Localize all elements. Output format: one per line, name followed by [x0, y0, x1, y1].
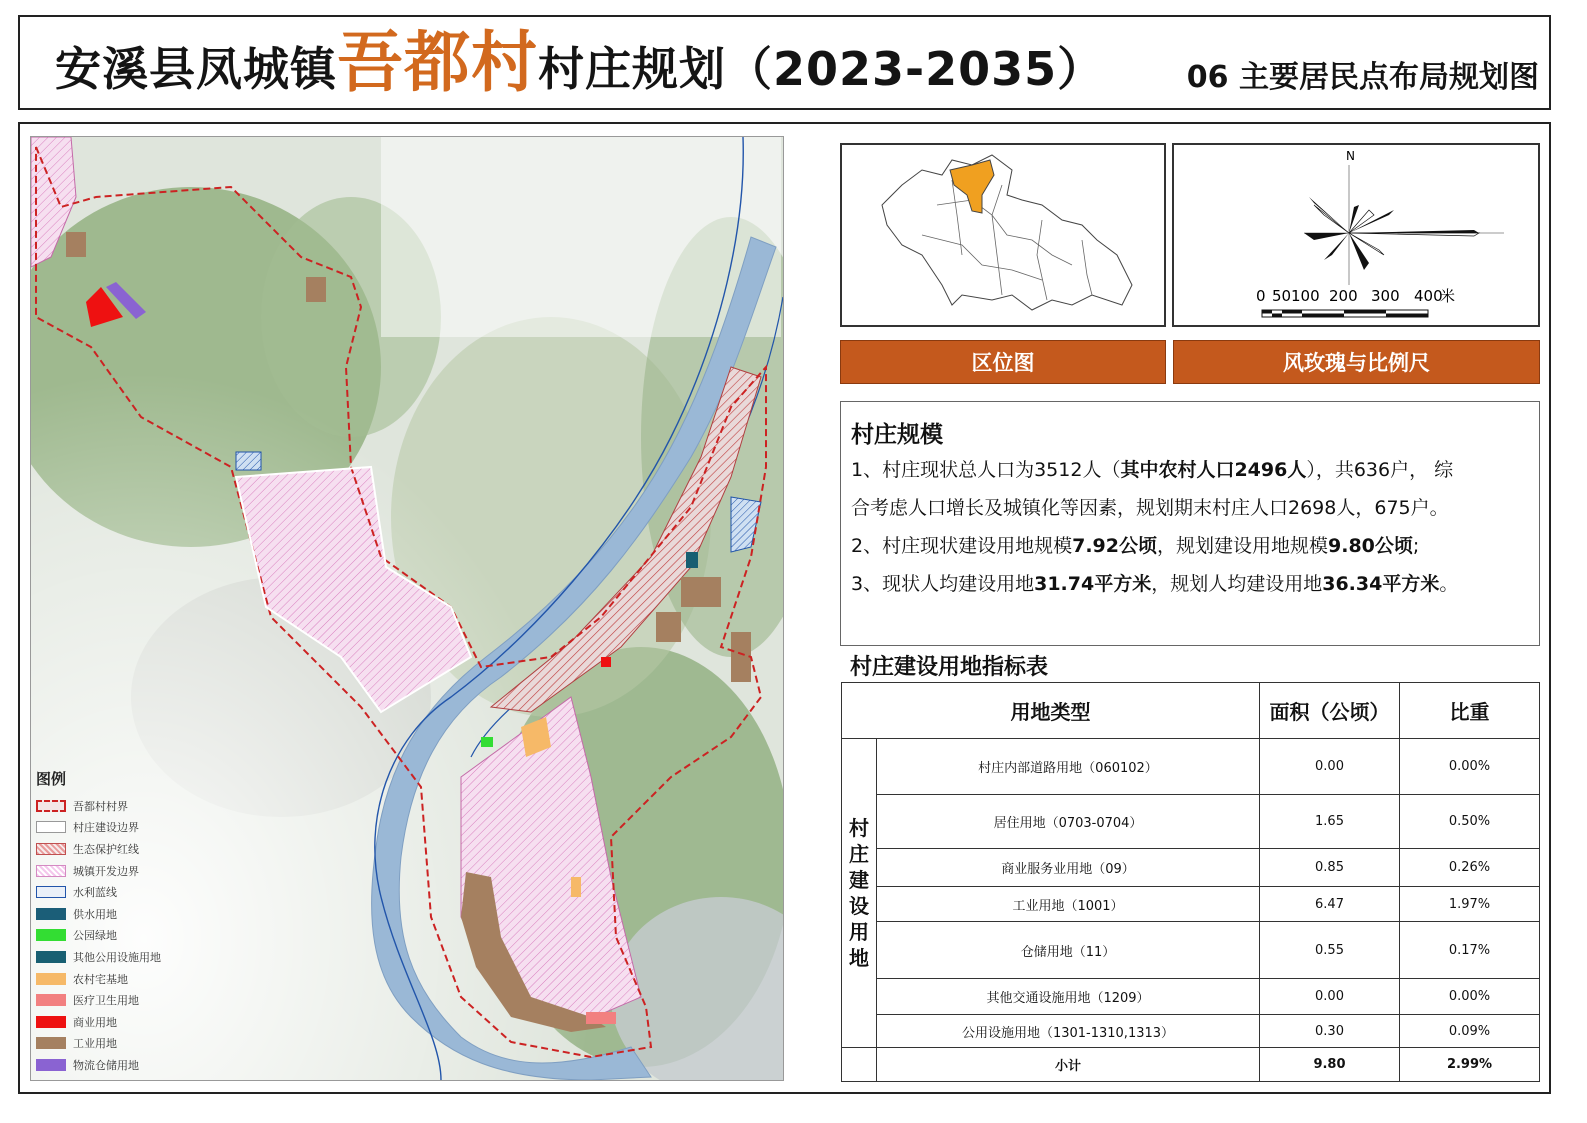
title-village-name: 吾都村 [337, 24, 538, 101]
legend-item [36, 968, 206, 990]
cell-type: 居住用地（0703-0704） [877, 795, 1260, 849]
cell-area: 0.55 [1260, 922, 1400, 979]
legend-label: 公园绿地 [73, 929, 117, 943]
industrial-land [681, 577, 721, 607]
village-scale-title: 村庄规模 [851, 422, 943, 448]
legend-label: 物流仓储用地 [73, 1058, 139, 1072]
legend-swatch [36, 973, 66, 985]
header-land-type: 用地类型 [842, 683, 1260, 739]
wind-rose-petals [1304, 197, 1479, 270]
cell-area: 1.65 [1260, 795, 1400, 849]
legend-label: 农村宅基地 [73, 972, 128, 986]
legend-swatch [36, 908, 66, 920]
commercial-land [601, 657, 611, 667]
residential-land [571, 877, 581, 897]
text-segment: ），共636户， 综 [1306, 459, 1454, 481]
cell-ratio: 0.00% [1400, 739, 1540, 795]
scale-tick-label: 200 [1329, 287, 1358, 305]
location-map-canvas [842, 145, 1164, 325]
legend-label: 供水用地 [73, 907, 117, 921]
scale-line-4 [851, 572, 1458, 596]
north-label: N [1346, 149, 1355, 163]
map-title [55, 24, 1105, 101]
group-label-char: 庄 [849, 842, 869, 866]
header-area: 面积（公顷） [1260, 683, 1400, 739]
cell-total-ratio: 2.99% [1400, 1048, 1540, 1082]
group-label-char: 用 [849, 920, 869, 944]
land-use-index-table [841, 682, 1540, 1082]
group-label-cell [842, 739, 877, 1048]
text-segment: 。 [1439, 573, 1459, 595]
legend-swatch [36, 951, 66, 963]
cell-ratio: 0.17% [1400, 922, 1540, 979]
legend-label: 生态保护红线 [73, 842, 139, 856]
scale-line-1 [851, 458, 1453, 482]
cell-type: 工业用地（1001） [877, 887, 1260, 922]
group-label [842, 815, 876, 971]
village-scale-panel [840, 401, 1540, 646]
legend-swatch [36, 800, 66, 812]
text-segment: 3、现状人均建设用地 [851, 573, 1035, 595]
location-map [840, 143, 1166, 327]
legend-label: 医疗卫生用地 [73, 994, 139, 1008]
cell-total-area: 9.80 [1260, 1048, 1400, 1082]
title-prefix: 安溪县凤城镇 [55, 42, 337, 96]
legend-item [36, 795, 206, 817]
legend-swatch [36, 929, 66, 941]
text-segment-bold: 7.92公顷 [1072, 535, 1157, 557]
legend-label: 商业用地 [73, 1015, 117, 1029]
table-row [842, 1015, 1540, 1048]
text-segment: ，规划建设用地规模 [1156, 535, 1328, 557]
table-row [842, 795, 1540, 849]
cell-ratio: 0.09% [1400, 1015, 1540, 1048]
text-segment: 2、村庄现状建设用地规模 [851, 535, 1073, 557]
group-label-char: 地 [849, 946, 869, 970]
scale-tick-label: 300 [1371, 287, 1400, 305]
industrial-land [66, 232, 86, 257]
cell-ratio: 1.97% [1400, 887, 1540, 922]
cell-area: 0.00 [1260, 979, 1400, 1015]
scale-tick-label: 50 [1272, 287, 1292, 305]
title-suffix: 村庄规划（2023-2035） [538, 42, 1105, 96]
map-subtitle: 06 主要居民点布局规划图 [1186, 60, 1539, 95]
cell-total-type: 小计 [877, 1048, 1260, 1082]
legend-swatch [36, 1037, 66, 1049]
scale-tick-label: 0 [1256, 287, 1266, 305]
industrial-land [731, 632, 751, 682]
cell-ratio: 0.50% [1400, 795, 1540, 849]
legend-swatch [36, 994, 66, 1006]
text-segment: ; [1412, 535, 1420, 557]
legend-label: 城镇开发边界 [73, 864, 139, 878]
cell-type: 其他交通设施用地（1209） [877, 979, 1260, 1015]
cell-area: 0.00 [1260, 739, 1400, 795]
legend-item [36, 817, 206, 839]
text-segment: ，规划人均建设用地 [1151, 573, 1323, 595]
legend-item [36, 838, 206, 860]
group-label-char: 建 [849, 868, 869, 892]
map-legend [36, 768, 206, 1076]
industrial-land [656, 612, 681, 642]
legend-item [36, 925, 206, 947]
legend-item [36, 903, 206, 925]
water-supply-land [686, 552, 698, 568]
cell-empty [842, 1048, 877, 1082]
cell-area: 6.47 [1260, 887, 1400, 922]
legend-label: 吾都村村界 [73, 799, 128, 813]
water-conservancy-zone [236, 452, 261, 470]
cell-type: 公用设施用地（1301-1310,1313） [877, 1015, 1260, 1048]
legend-swatch [36, 865, 66, 877]
land-table-title: 村庄建设用地指标表 [850, 655, 1049, 680]
legend-swatch [36, 886, 66, 898]
legend-item [36, 1054, 206, 1076]
cell-type: 村庄内部道路用地（060102） [877, 739, 1260, 795]
wind-rose-and-scale [1172, 143, 1540, 327]
legend-swatch [36, 1059, 66, 1071]
medical-land [586, 1012, 616, 1024]
legend-swatch [36, 1016, 66, 1028]
wind-rose-canvas [1174, 145, 1538, 325]
table-row [842, 849, 1540, 887]
scale-tick-label: 400 [1414, 287, 1443, 305]
cell-ratio: 0.00% [1400, 979, 1540, 1015]
scale-tick-label: 100 [1291, 287, 1320, 305]
text-segment-bold: 其中农村人口2496人 [1120, 459, 1307, 481]
text-segment-bold: 36.34平方米 [1322, 573, 1440, 595]
group-label-char: 设 [849, 894, 869, 918]
location-map-label: 区位图 [840, 340, 1166, 384]
legend-label: 工业用地 [73, 1037, 117, 1051]
cell-type: 仓储用地（11） [877, 922, 1260, 979]
legend-item [36, 1011, 206, 1033]
legend-title: 图例 [36, 770, 67, 788]
wind-rose-label: 风玫瑰与比例尺 [1173, 340, 1540, 384]
legend-label: 其他公用设施用地 [73, 950, 161, 964]
cell-type: 商业服务业用地（09） [877, 849, 1260, 887]
text-segment-bold: 31.74平方米 [1034, 573, 1152, 595]
industrial-land [306, 277, 326, 302]
table-row [842, 739, 1540, 795]
legend-label: 村庄建设边界 [73, 821, 139, 835]
county-outline [882, 155, 1132, 310]
scale-line-2: 合考虑人口增长及城镇化等因素，规划期末村庄人口2698人，675户。 [851, 497, 1449, 519]
legend-item [36, 946, 206, 968]
park-land [481, 737, 493, 747]
legend-item [36, 989, 206, 1011]
legend-swatch [36, 843, 66, 855]
table-header-row [842, 683, 1540, 739]
legend-items [36, 795, 206, 1076]
table-row [842, 979, 1540, 1015]
header-ratio: 比重 [1400, 683, 1540, 739]
cell-area: 0.30 [1260, 1015, 1400, 1048]
scale-bar [1262, 310, 1428, 317]
group-label-char: 村 [849, 816, 869, 840]
scale-line-3 [851, 534, 1419, 558]
text-segment: 1、村庄现状总人口为3512人（ [851, 459, 1121, 481]
legend-item [36, 881, 206, 903]
scale-unit: 米 [1440, 287, 1456, 305]
legend-swatch [36, 821, 66, 833]
table-row [842, 922, 1540, 979]
cell-area: 0.85 [1260, 849, 1400, 887]
scale-labels [1256, 287, 1455, 305]
legend-item [36, 860, 206, 882]
text-segment-bold: 9.80公顷 [1328, 535, 1413, 557]
table-total-row [842, 1048, 1540, 1082]
table-row [842, 887, 1540, 922]
cell-ratio: 0.26% [1400, 849, 1540, 887]
legend-label: 水利蓝线 [73, 886, 117, 900]
legend-item [36, 1033, 206, 1055]
